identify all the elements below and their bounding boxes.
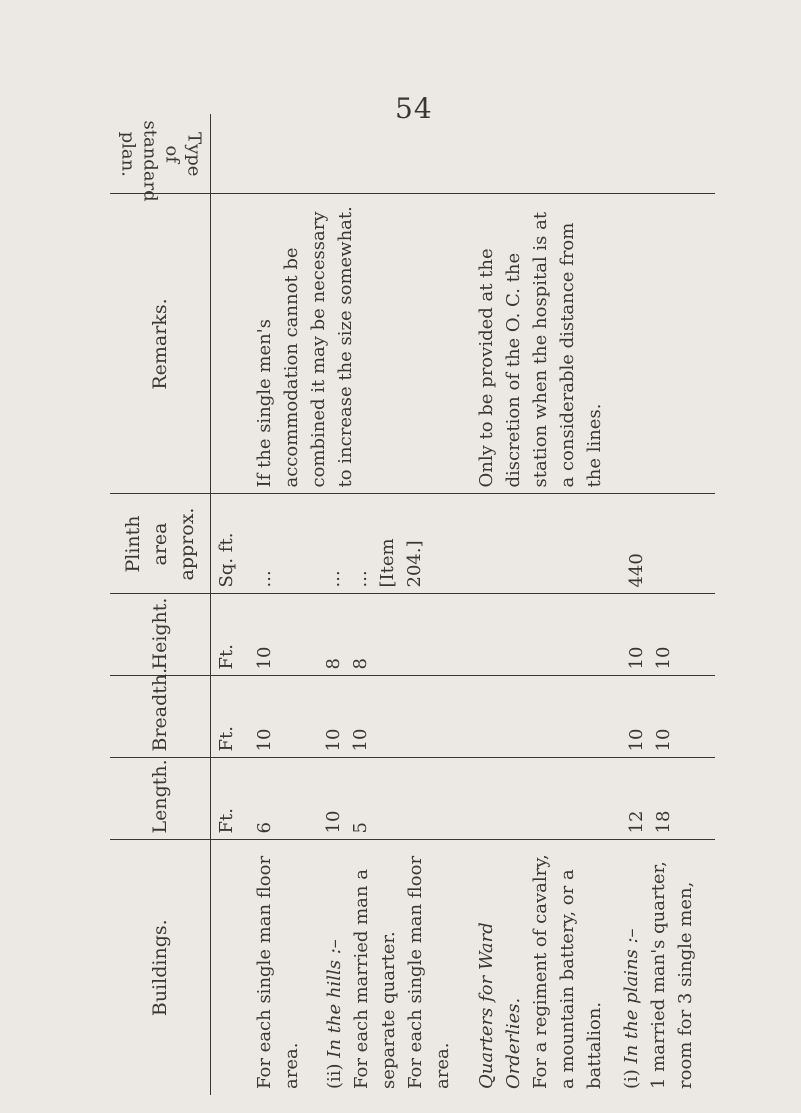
unit-area: Sq. ft. (211, 494, 250, 594)
breadth-cell (249, 676, 471, 758)
table-row (471, 114, 715, 1095)
height-cell (249, 594, 471, 676)
length-cell (249, 758, 471, 840)
section-heading: In the plains :– (620, 928, 642, 1064)
header-height: Height. (110, 594, 211, 676)
building-text: For each single man floor area. (254, 855, 302, 1089)
value: 10 (323, 810, 344, 834)
building-cell (249, 840, 471, 1095)
unit-breadth: Ft. (211, 676, 250, 758)
building-text: For each married man a separate quarter. (351, 869, 399, 1089)
value: 18 (652, 810, 674, 834)
header-row (110, 114, 211, 1095)
value: ... (254, 570, 275, 588)
header-type-of-plan: Type of standard plan. (110, 114, 211, 194)
value: 10 (254, 646, 275, 670)
value: 440 (625, 553, 647, 588)
value: 10 (652, 728, 674, 752)
value: 10 (625, 728, 647, 752)
area-cell (249, 494, 471, 594)
item-note: [Item 204.] (377, 538, 425, 588)
value: ... (323, 570, 344, 588)
breadth-cell (471, 676, 715, 758)
section-prefix: (ii) (324, 1063, 345, 1089)
value: 5 (350, 822, 371, 834)
value: 10 (652, 646, 674, 670)
building-text: 1 married man's quarter, room for 3 single men, (647, 861, 696, 1089)
header-remarks: Remarks. (110, 194, 211, 494)
building-text: For a regiment of cavalry, a mountain battery, or a battalion. (529, 854, 605, 1089)
value: ... (350, 570, 371, 588)
value: 8 (323, 658, 344, 670)
value: 6 (254, 822, 275, 834)
height-cell (471, 594, 715, 676)
units-row (211, 114, 250, 1095)
table-row (249, 114, 471, 1095)
value: 10 (625, 646, 647, 670)
section-heading: Quarters for Ward Orderlies. (475, 922, 524, 1089)
value: 10 (323, 728, 344, 752)
remarks-cell: If the single men's accommodation cannot be combined it may be necessary to increase the size somewhat. (249, 194, 471, 494)
header-plinth-area: Plinth area approx. (110, 494, 211, 594)
rotated-table (110, 115, 715, 1095)
unit-height: Ft. (211, 594, 250, 676)
length-cell (471, 758, 715, 840)
header-buildings: Buildings. (110, 840, 211, 1095)
header-breadth: Breadth. (110, 676, 211, 758)
buildings-table (110, 114, 715, 1095)
value: 10 (350, 728, 371, 752)
value: 10 (254, 728, 275, 752)
building-text: For each single man floor area. (405, 855, 453, 1089)
unit-length: Ft. (211, 758, 250, 840)
page-number: 54 (395, 92, 433, 125)
section-heading: In the hills :– (324, 939, 345, 1058)
value: 8 (350, 658, 371, 670)
section-prefix: (i) (620, 1069, 642, 1089)
value: 12 (625, 810, 647, 834)
area-cell (471, 494, 715, 594)
building-cell (471, 840, 715, 1095)
remarks-cell: Only to be provided at the discretion of the O. C. the station when the hospital is at a considerable distance from the lines. (471, 194, 715, 494)
header-length: Length. (110, 758, 211, 840)
